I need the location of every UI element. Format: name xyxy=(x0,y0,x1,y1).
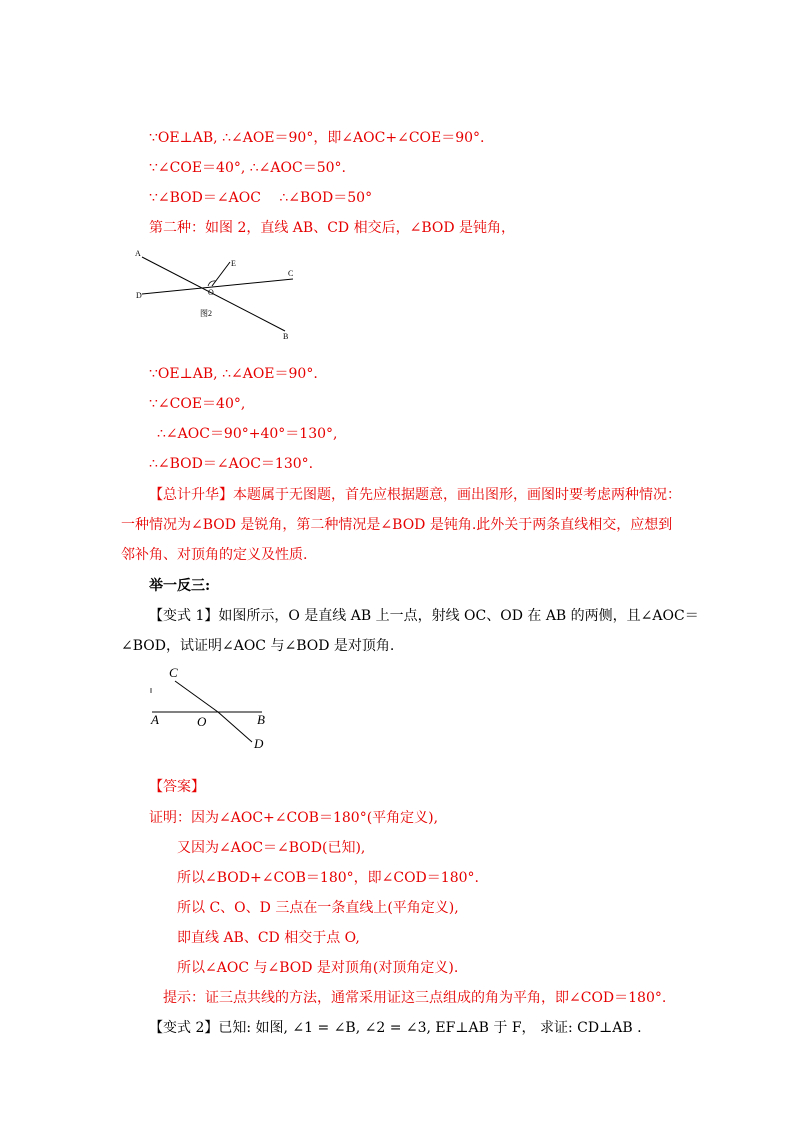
ray-oc xyxy=(175,681,218,712)
practice-heading: 举一反三: xyxy=(149,578,211,594)
answer-line-5: 即直线 AB、CD 相交于点 O, xyxy=(177,930,360,946)
variant1-line-2: ∠BOD，试证明∠AOC 与∠BOD 是对顶角. xyxy=(121,638,395,654)
label-o: O xyxy=(208,288,214,297)
line-cd xyxy=(142,279,293,294)
solution-line-3: ∵∠BOD＝∠AOC ∴∠BOD＝50° xyxy=(149,190,373,206)
answer-line-6: 所以∠AOC 与∠BOD 是对顶角(对顶角定义). xyxy=(177,960,459,976)
answer-line-1: 证明：因为∠AOC+∠COB＝180°(平角定义), xyxy=(149,810,439,826)
answer-line-2: 又因为∠AOC＝∠BOD(已知), xyxy=(177,840,366,856)
solution-line-2: ∵∠COE＝40°, ∴∠AOC＝50°. xyxy=(149,160,346,176)
solution-line-1: ∵OE⊥AB, ∴∠AOE＝90°，即∠AOC+∠COE＝90°. xyxy=(149,130,485,146)
label-e: E xyxy=(231,259,236,268)
ray-od xyxy=(218,712,252,742)
label-a: A xyxy=(151,712,159,727)
label-d: D xyxy=(254,736,264,751)
label-d: D xyxy=(136,291,142,300)
answer-label: 【答案】 xyxy=(149,779,205,795)
summary-line-2: 一种情况为∠BOD 是锐角，第二种情况是∠BOD 是钝角.此外关于两条直线相交，应想到 xyxy=(121,517,673,533)
summary-line-3: 邻补角、对顶角的定义及性质. xyxy=(121,547,308,563)
figure-variant-1 xyxy=(140,660,290,755)
label-o: O xyxy=(197,714,207,729)
label-c: C xyxy=(288,269,294,278)
solution-line-8: ∴∠BOD＝∠AOC＝130°. xyxy=(149,456,314,472)
variant2-line: 【变式 2】已知: 如图, ∠1 = ∠B, ∠2 = ∠3, EF⊥AB 于 F， 求证: CD⊥AB . xyxy=(149,1020,642,1036)
summary-line-1: 【总计升华】本题属于无图题，首先应根据题意，画出图形，画图时要考虑两种情况： xyxy=(149,487,681,503)
label-b: B xyxy=(257,712,265,727)
solution-line-6: ∵∠COE＝40°, xyxy=(149,396,246,412)
case2-title: 第二种：如图 2，直线 AB、CD 相交后，∠BOD 是钝角， xyxy=(149,220,516,236)
figure-caption: 图2 xyxy=(200,309,212,318)
solution-line-7: ∴∠AOC＝90°+40°＝130°, xyxy=(157,426,338,442)
ray-oe xyxy=(212,262,230,286)
label-b: B xyxy=(283,332,289,341)
answer-hint: 提示：证三点共线的方法，通常采用证这三点组成的角为平角，即∠COD＝180°. xyxy=(163,990,667,1006)
label-a: A xyxy=(135,249,141,258)
variant1-line-1: 【变式 1】如图所示，O 是直线 AB 上一点，射线 OC、OD 在 AB 的两侧，且∠AOC＝ xyxy=(149,608,699,624)
label-c: C xyxy=(169,665,178,680)
answer-line-4: 所以 C、O、D 三点在一条直线上(平角定义), xyxy=(177,900,459,916)
figure-2 xyxy=(130,244,310,344)
answer-line-3: 所以∠BOD+∠COB＝180°，即∠COD＝180°. xyxy=(177,870,479,886)
solution-line-5: ∵OE⊥AB, ∴∠AOE＝90°. xyxy=(149,366,318,382)
